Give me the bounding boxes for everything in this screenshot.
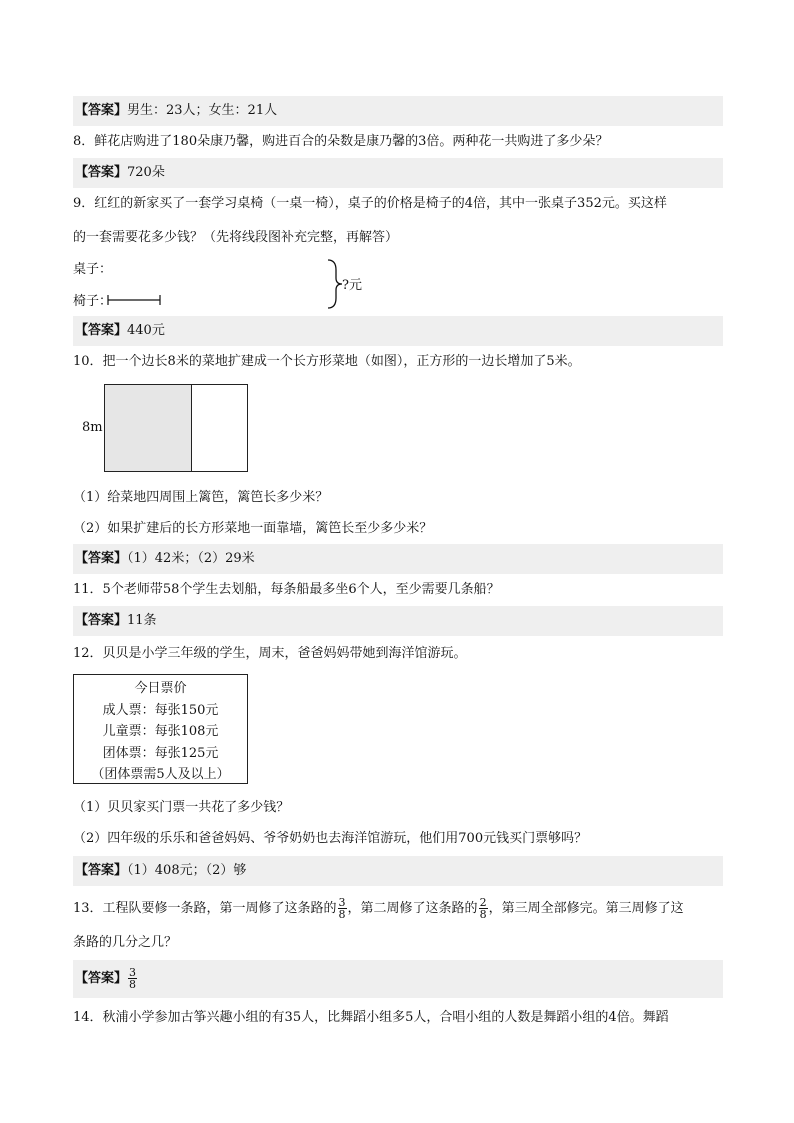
extension-area [191,384,248,472]
answer-11-text: 11条 [127,613,157,628]
fraction-two-eighths [479,897,488,920]
price-child: 儿童票：每张108元 [102,724,219,739]
fraction-three-eighths [338,897,347,920]
answer-13-fraction [128,967,137,990]
answer-tag: 【答案】 [75,165,128,180]
answer-9 [73,316,723,346]
fraction-denominator: 8 [338,908,346,921]
answer-11 [73,606,723,636]
price-title: 今日票价 [134,681,187,696]
question-13-part3: ，第三周全部修完。第三周修了这 [488,901,684,916]
answer-10-text: （1）42米；（2）29米 [127,551,255,566]
question-8: 8．鲜花店购进了180朵康乃馨，购进百合的朵数是康乃馨的3倍。两种花一共购进了多少朵？ [73,134,609,149]
question-10-sub2: （2）如果扩建后的长方形菜地一面靠墙，篱笆长至少多少米？ [73,521,433,536]
question-10: 10．把一个边长8米的菜地扩建成一个长方形菜地（如图），正方形的一边长增加了5米。 [73,354,581,369]
answer-12 [73,856,723,886]
question-13-part2: ，第二周修了这条路的 [347,901,478,916]
side-label: 8m [82,420,103,435]
price-group-note: （团体票需5人及以上） [91,767,230,782]
answer-10 [73,544,723,574]
fraction-denominator: 8 [479,908,487,921]
answer-9-text: 440元 [127,323,165,338]
fraction-numerator: 3 [338,896,346,909]
answer-12-text: （1）408元；（2）够 [127,863,247,878]
answer-13 [73,960,723,998]
question-13-line1 [73,897,684,920]
answer-8 [73,158,723,188]
question-11: 11．5个老师带58个学生去划船，每条船最多坐6个人，至少需要几条船？ [73,582,500,597]
price-adult: 成人票：每张150元 [102,702,219,718]
answer-7 [73,96,723,126]
answer-tag: 【答案】 [75,613,128,628]
question-13-part1: 13．工程队要修一条路，第一周修了这条路的 [73,901,337,916]
question-9-line1: 9．红红的新家买了一套学习桌椅（一桌一椅），桌子的价格是椅子的4倍，其中一张桌子352元。买这样 [73,196,667,211]
question-10-sub1: （1）给菜地四周围上篱笆，篱笆长多少米？ [73,490,329,505]
answer-tag: 【答案】 [75,323,128,338]
answer-tag: 【答案】 [75,103,128,118]
fraction-numerator: 3 [129,966,137,979]
question-12: 12．贝贝是小学三年级的学生，周末，爸爸妈妈带她到海洋馆游玩。 [73,646,467,661]
square-garden [104,384,193,472]
answer-tag: 【答案】 [75,551,128,566]
price-group: 团体票：每张125元 [102,745,219,761]
answer-8-text: 720朵 [127,165,165,180]
question-9-line2: 的一套需要花多少钱？（先将线段图补充完整，再解答） [73,230,399,245]
answer-tag: 【答案】 [75,971,128,986]
chair-segment [105,292,165,308]
answer-tag: 【答案】 [75,863,128,878]
price-board [73,674,248,784]
desk-label: 桌子： [73,262,113,277]
fraction-denominator: 8 [129,978,137,991]
question-12-sub2: （2）四年级的乐乐和爸爸妈妈、爷爷奶奶也去海洋馆游玩，他们用700元钱买门票够吗？ [73,831,588,846]
total-label: ?元 [342,278,362,293]
fraction-numerator: 2 [479,896,487,909]
question-14: 14．秋浦小学参加古筝兴趣小组的有35人，比舞蹈小组多5人，合唱小组的人数是舞蹈小组的4倍。舞蹈 [73,1010,669,1025]
question-13-line2: 条路的几分之几？ [73,935,178,950]
question-12-sub1: （1）贝贝家买门票一共花了多少钱？ [73,800,290,815]
chair-label: 椅子： [73,294,113,309]
answer-7-text: 男生：23人；女生：21人 [127,103,278,118]
